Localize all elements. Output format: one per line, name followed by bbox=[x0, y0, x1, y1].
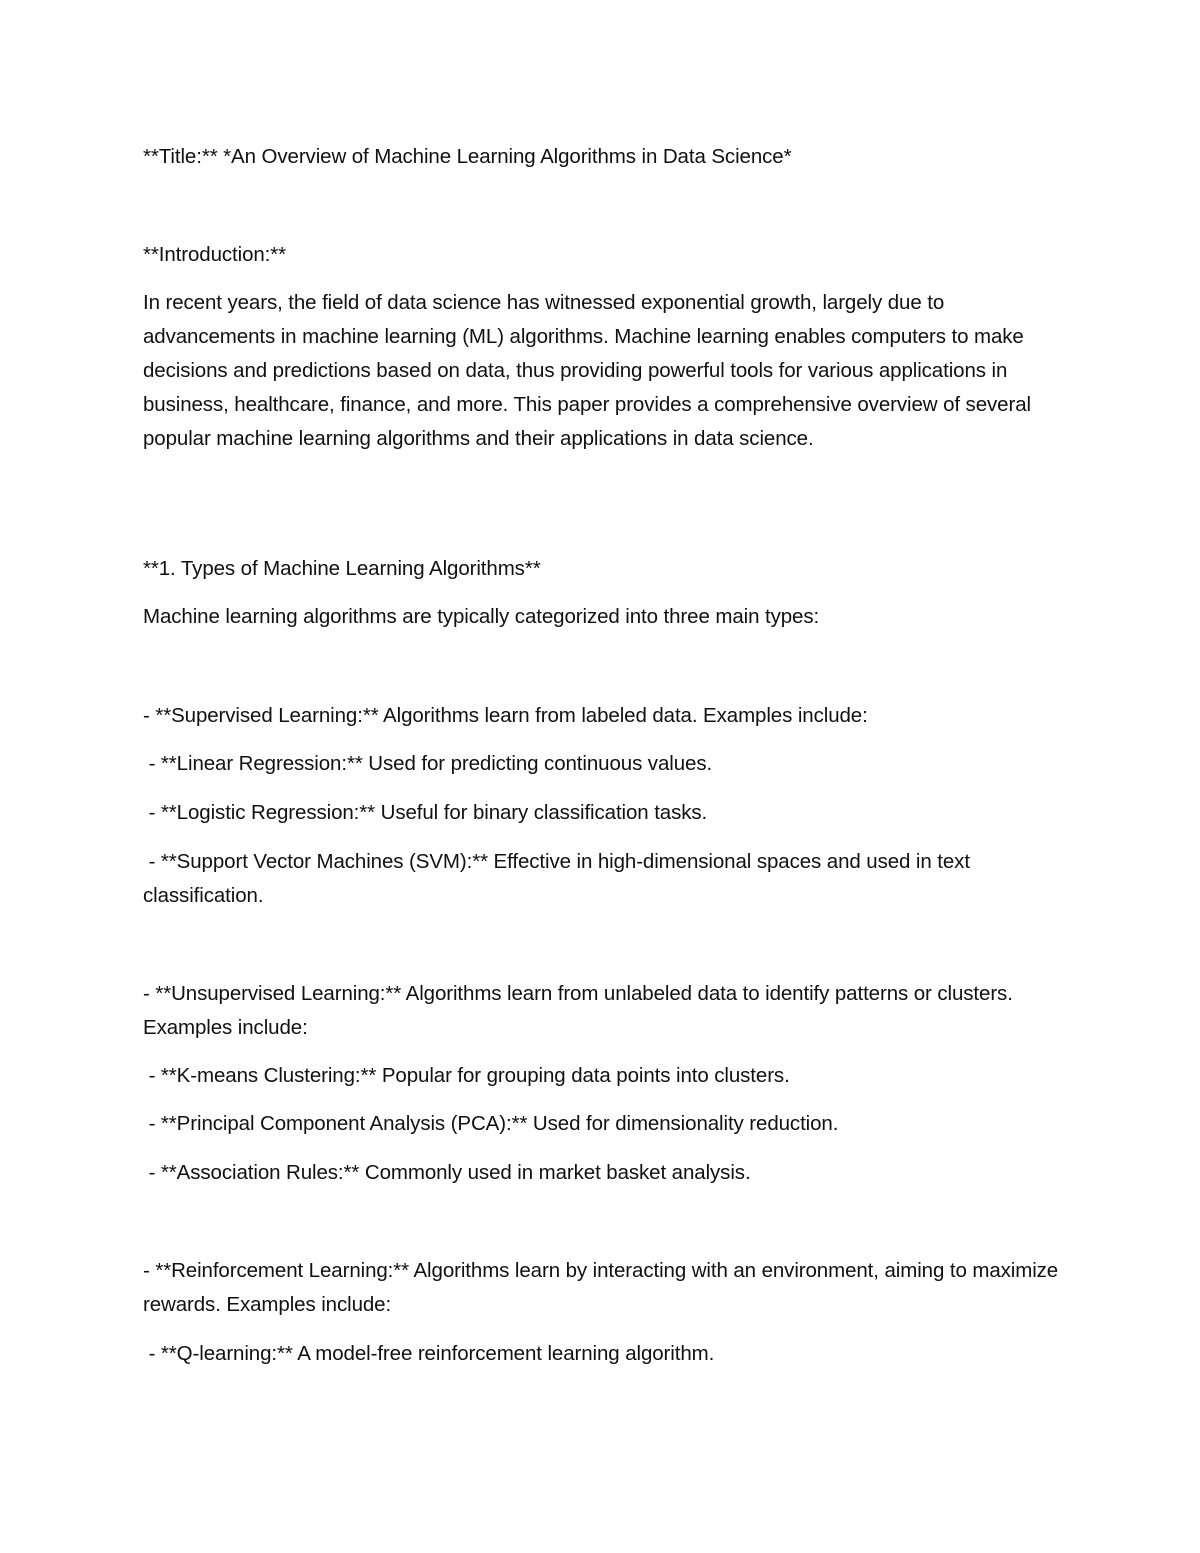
list-item: - **Association Rules:** Commonly used in market basket analysis. bbox=[143, 1161, 751, 1184]
list-item: - **Q-learning:** A model-free reinforcement learning algorithm. bbox=[143, 1342, 715, 1365]
unsupervised-heading: - **Unsupervised Learning:** Algorithms learn from unlabeled data to identify patterns or clusters. Examples include: bbox=[143, 982, 1019, 1039]
list-item: - **K-means Clustering:** Popular for grouping data points into clusters. bbox=[143, 1064, 790, 1087]
list-item: - **Linear Regression:** Used for predicting continuous values. bbox=[143, 752, 713, 775]
list-item: - **Principal Component Analysis (PCA):** Used for dimensionality reduction. bbox=[143, 1112, 839, 1135]
list-item: - **Support Vector Machines (SVM):** Effective in high-dimensional spaces and used in text classification. bbox=[143, 850, 976, 907]
section1-intro: Machine learning algorithms are typically categorized into three main types: bbox=[143, 605, 820, 628]
document-title: **Title:** *An Overview of Machine Learning Algorithms in Data Science* bbox=[143, 145, 792, 168]
intro-heading: **Introduction:** bbox=[143, 243, 287, 266]
supervised-heading: - **Supervised Learning:** Algorithms learn from labeled data. Examples include: bbox=[143, 704, 868, 727]
section1-heading: **1. Types of Machine Learning Algorithms** bbox=[143, 557, 541, 580]
intro-paragraph: In recent years, the field of data science has witnessed exponential growth, largely due to advancements in machine learning (ML) algorithms. Machine learning enables computers to make decisions and predictions based on data, thus providing powerful tools for various applications in business, healthcare, finance, and more. This paper provides a comprehensive overview of several popular machine learning algorithms and their applications in data science. bbox=[143, 291, 1037, 450]
list-item: - **Logistic Regression:** Useful for binary classification tasks. bbox=[143, 801, 708, 824]
reinforcement-heading: - **Reinforcement Learning:** Algorithms learn by interacting with an environment, aiming to maximize rewards. Examples include: bbox=[143, 1259, 1064, 1316]
